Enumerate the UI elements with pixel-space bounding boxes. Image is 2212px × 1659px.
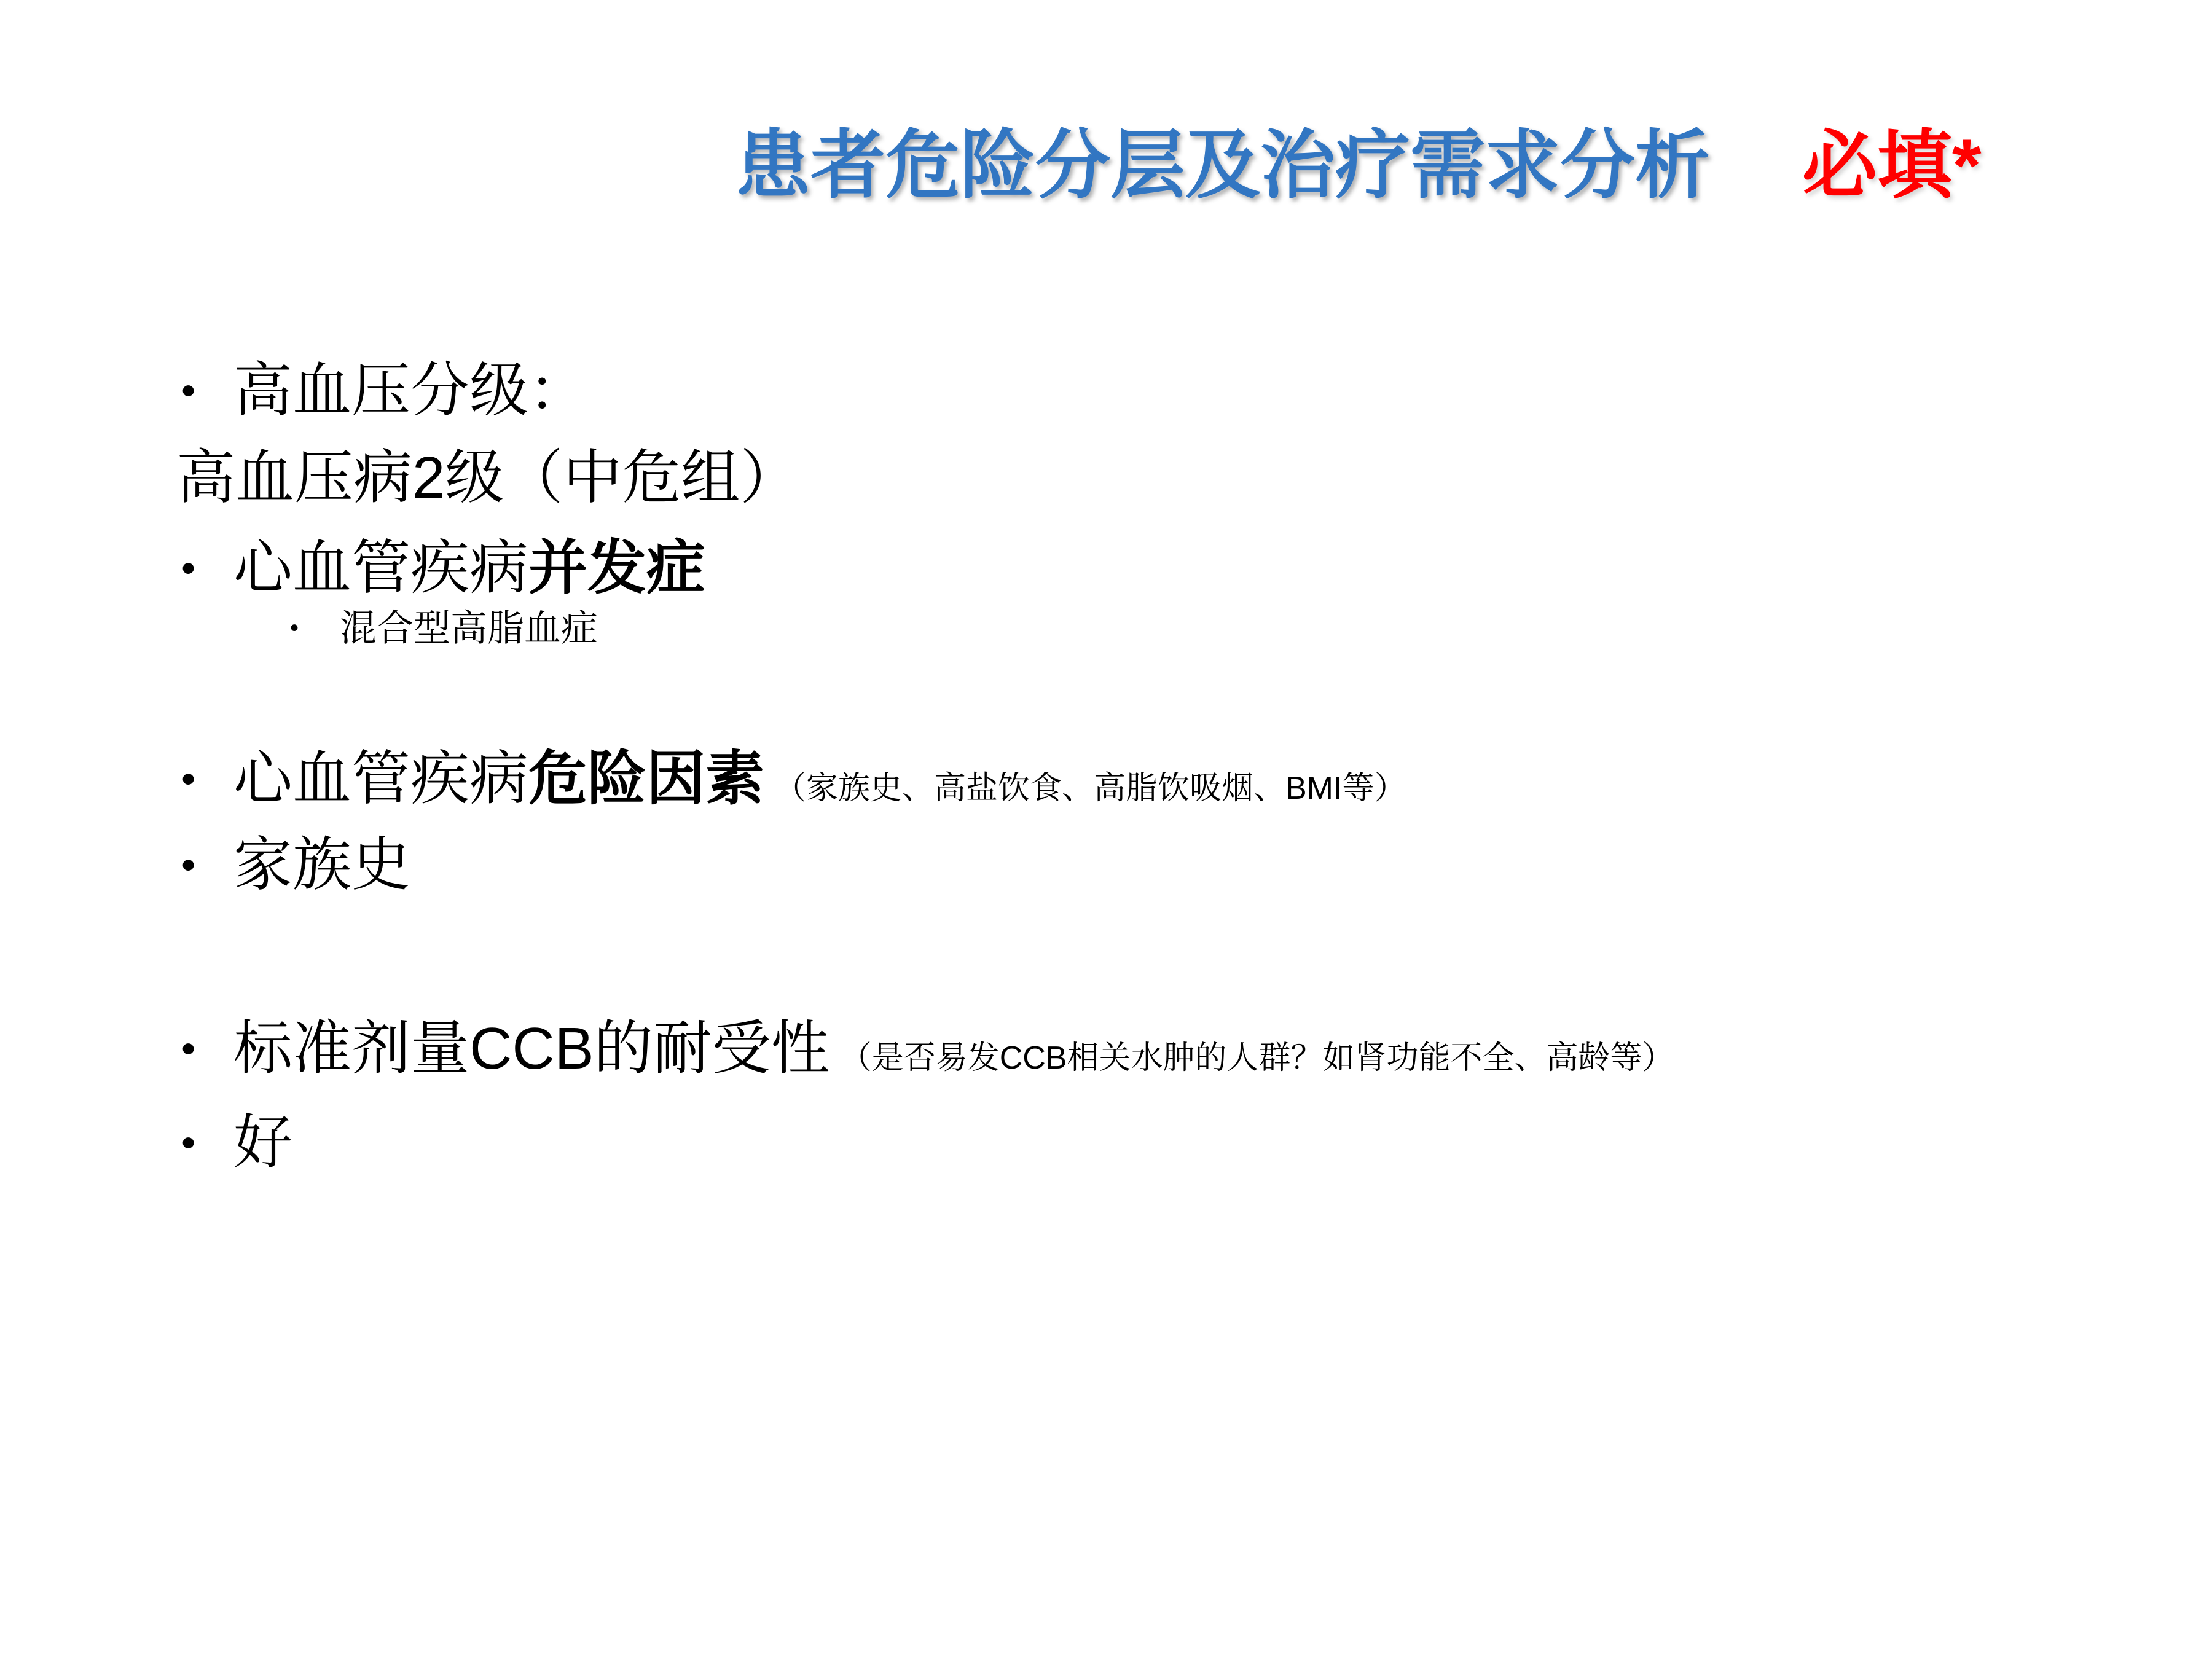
bullet-ccb-tolerance	[181, 1013, 1674, 1084]
bullet-cvd-risk-factors	[181, 743, 1406, 814]
bullet-marker-icon: •	[290, 614, 299, 641]
bullet-ccb-tolerance-answer-label: 好	[233, 1110, 292, 1175]
bullet-family-history	[181, 830, 410, 900]
bullet-family-history-label: 家族史	[233, 832, 410, 898]
bullet-hypertension-grade	[181, 355, 587, 426]
bullet-hypertension-grade-label: 高血压分级：	[233, 358, 587, 423]
slide-title	[735, 120, 1981, 210]
bullet-marker-icon: •	[181, 367, 196, 413]
bullet-cvd-risk-factors-bold: 危险因素	[528, 746, 764, 812]
bullet-cvd-risk-factors-prefix: 心血管疾病	[233, 746, 528, 812]
bullet-ccb-tolerance-note: （是否易发CCB相关水肿的人群？如肾功能不全、高龄等）	[839, 1040, 1674, 1076]
bullet-marker-icon: •	[181, 756, 196, 801]
bullet-marker-icon: •	[181, 545, 196, 590]
bullet-cvd-risk-factors-note: （家族史、高盐饮食、高脂饮吸烟、BMI等）	[774, 771, 1406, 806]
subbullet-mixed-hyperlipidemia-label: 混合型高脂血症	[340, 608, 598, 649]
bullet-marker-icon: •	[181, 842, 196, 887]
bullet-marker-icon: •	[181, 1026, 196, 1071]
bullet-ccb-tolerance-answer	[181, 1107, 292, 1178]
slide-title-text: 患者危险分层及治疗需求分析	[735, 124, 1710, 207]
bullet-cvd-complications-bold: 并发症	[528, 535, 705, 601]
bullet-cvd-complications	[181, 533, 705, 603]
required-asterisk-label: 必填*	[1802, 124, 1982, 207]
bullet-marker-icon: •	[181, 1120, 196, 1165]
subbullet-mixed-hyperlipidemia	[290, 606, 598, 651]
bullet-cvd-complications-prefix: 心血管疾病	[233, 535, 528, 601]
text-hypertension-grade-value	[176, 442, 799, 513]
bullet-ccb-tolerance-label: 标准剂量CCB的耐受性	[233, 1016, 830, 1081]
hypertension-grade-value-label: 高血压病2级（中危组）	[176, 445, 799, 511]
